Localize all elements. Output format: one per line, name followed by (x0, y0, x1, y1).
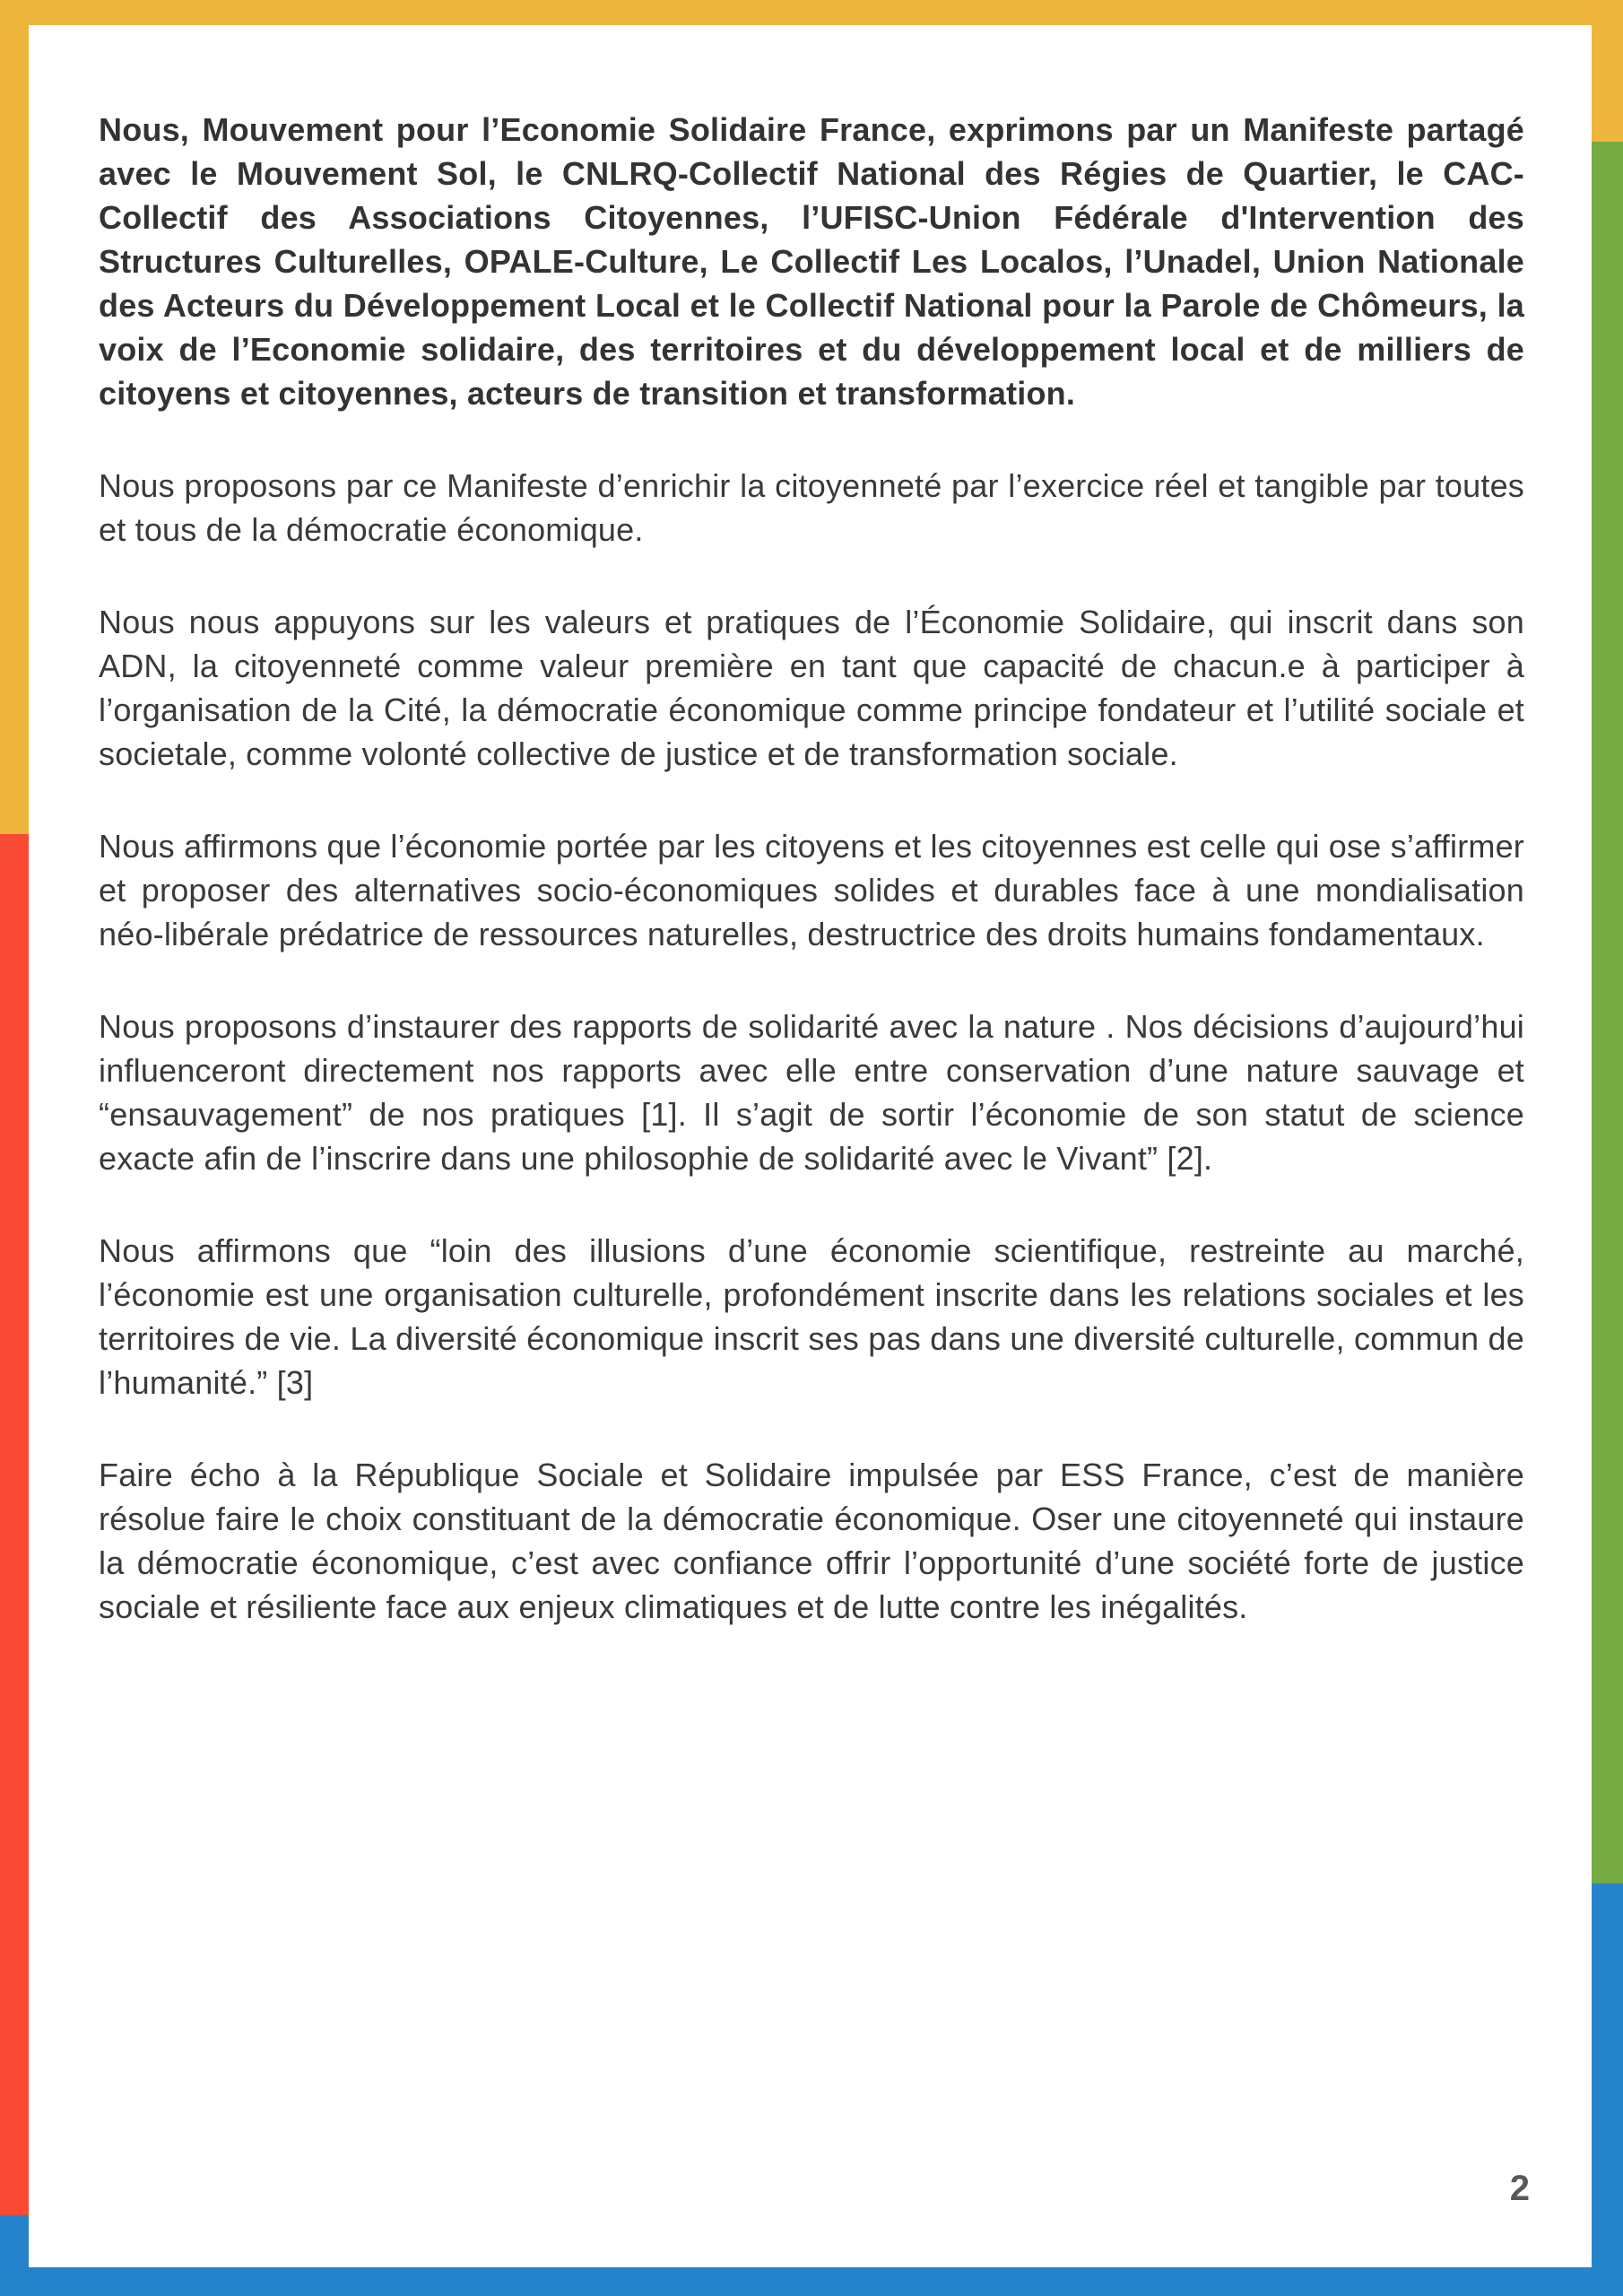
paragraph-affirmons-economie: Nous affirmons que l’économie portée par les citoyens et les citoyennes est celle qui ose s’affirmer et proposer des alternatives socio-économiques solides et durables face à une mondialisation néo-libérale prédatrice de ressources naturelles, destructrice des droits humains fondamentaux. (99, 828, 1524, 952)
paragraph-organisation-culturelle: Nous affirmons que “loin des illusions d’une économie scientifique, restreinte au marché, l’économie est une organisation culturelle, profondément inscrite dans les relations sociales et les territoires de vie. La diversité économique inscrit ses pas dans une diversité culturelle, commun de l’humanité.” [3] (99, 1232, 1524, 1401)
paragraph-valeurs-pratiques: Nous nous appuyons sur les valeurs et pratiques de l’Économie Solidaire, qui inscrit dans son ADN, la citoyenneté comme valeur première en tant que capacité de chacun.e à participer à l’organisation de la Cité, la démocratie économique comme principe fondateur et l’utilité sociale et societale, comme volonté collective de justice et de transformation sociale. (99, 604, 1524, 772)
border-right-green (1592, 142, 1623, 1883)
paragraph-rapports-solidarite-nature: Nous proposons d’instaurer des rapports de solidarité avec la nature . Nos décisions d’aujourd’hui influenceront directement nos rapports avec elle entre conservation d’une nature sauvage et “ensauvagement” de nos pratiques [1]. Il s’agit de sortir l’économie de son statut de science exacte afin de l’inscrire dans une philosophie de solidarité avec le Vivant” [2]. (99, 1008, 1524, 1177)
paragraph-republique-sociale-solidaire: Faire écho à la République Sociale et Solidaire impulsée par ESS France, c’est de manière résolue faire le choix constituant de la démocratie économique. Oser une citoyenneté qui instaure la démocratie économique, c’est avec confiance offrir l’opportunité d’une société forte de justice sociale et résiliente face aux enjeux climatiques et de lutte contre les inégalités. (99, 1457, 1524, 1625)
page-number: 2 (1509, 2169, 1530, 2208)
manifesto-intro-paragraph: Nous, Mouvement pour l’Economie Solidaire France, exprimons par un Manifeste partagé avec le Mouvement Sol, le CNLRQ-Collectif National des Régies de Quartier, le CAC-Collectif des Associations Citoyennes, l’UFISC-Union Fédérale d'Intervention des Structures Culturelles, OPALE-Culture, Le Collectif Les Localos, l’Unadel, Union Nationale des Acteurs du Développement Local et le Collectif National pour la Parole de Chômeurs, la voix de l’Economie solidaire, des territoires et du développement local et de milliers de citoyens et citoyennes, acteurs de transition et transformation. (99, 111, 1524, 412)
border-left-yellow (0, 25, 29, 834)
paragraph-proposons-manifeste: Nous proposons par ce Manifeste d’enrichir la citoyenneté par l’exercice réel et tangible par toutes et tous de la démocratie économique. (99, 467, 1524, 548)
border-right-blue (1592, 1883, 1623, 2296)
border-top-yellow (0, 0, 1623, 25)
border-left-red (0, 834, 29, 2215)
border-right-yellow (1592, 25, 1623, 142)
border-bottom-blue (0, 2267, 1623, 2296)
document-page (29, 25, 1592, 2267)
